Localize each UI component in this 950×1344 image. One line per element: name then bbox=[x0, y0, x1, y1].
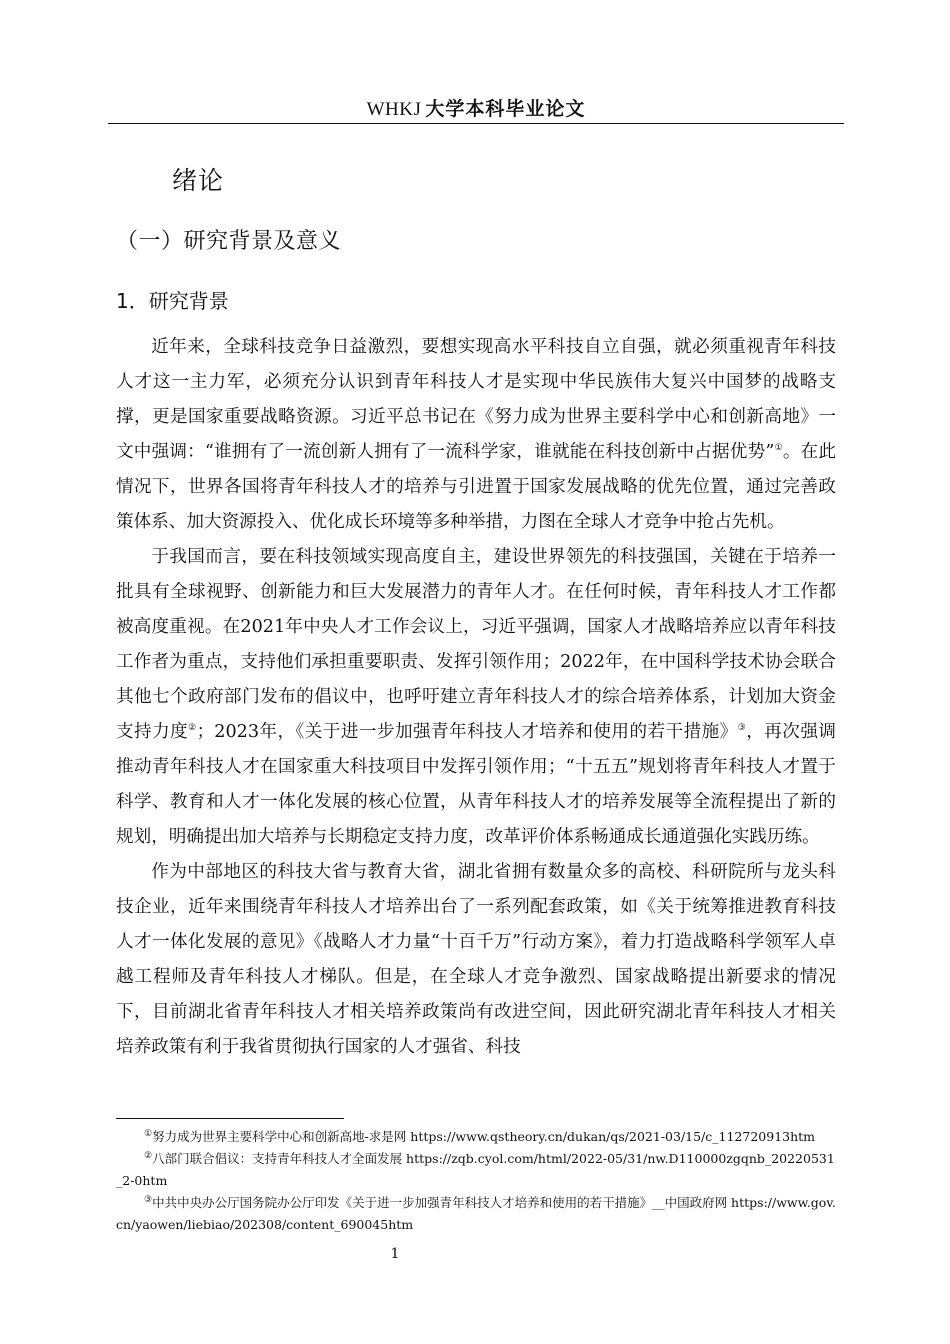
footnote-3-text: 中共中央办公厅国务院办公厅印发《关于进一步加强青年科技人才培养和使用的若干措施》__中国政府网 https://www.gov.cn/yaowen/liebiao/202308/content_690045htm bbox=[116, 1195, 836, 1232]
header-title: 大学本科毕业论文 bbox=[425, 98, 586, 120]
footnotes bbox=[116, 1126, 836, 1236]
footnote-ref-2: ② bbox=[188, 723, 197, 734]
body-text bbox=[116, 330, 836, 1065]
paragraph-2 bbox=[116, 540, 836, 855]
paragraph-3: 作为中部地区的科技大省与教育大省，湖北省拥有数量众多的高校、科研院所与龙头科技企业，近年来围绕青年科技人才培养出台了一系列配套政策，如《关于统筹推进教育科技人才一体化发展的意见》《战略人才力量“十百千万”行动方案》，着力打造战略科学领军人卓越工程师及青年科技人才梯队。但是，在全球人才竞争激烈、国家战略提出新要求的情况下，目前湖北省青年科技人才相关培养政策尚有改进空间，因此研究湖北青年科技人才相关培养政策有利于我省贯彻执行国家的人才强省、科技 bbox=[116, 862, 836, 1057]
paragraph-2-text-c: ，再次强调推动青年科技人才在国家重大科技项目中发挥引领作用；“十五五”规划将青年科技人才置于科学、教育和人才一体化发展的核心位置，从青年科技人才的培养发展等全流程提出了新的规划，明确提出加大培养与长期稳定支持力度，改革评价体系畅通成长通道强化实践历练。 bbox=[116, 722, 836, 847]
footnote-ref-1: ① bbox=[774, 443, 783, 454]
footnote-ref-3: ③ bbox=[737, 723, 747, 734]
footnote-1-mark: ① bbox=[144, 1128, 153, 1139]
page-header bbox=[108, 96, 844, 122]
paragraph-2-text-a: 于我国而言，要在科技领域实现高度自主，建设世界领先的科技强国，关键在于培养一批具有全球视野、创新能力和巨大发展潜力的青年人才。在任何时候，青年科技人才工作都被高度重视。在2021年中央人才工作会议上，习近平强调，国家人才战略培养应以青年科技工作者为重点，支持他们承担重要职责、发挥引领作用；2022年，在中国科学技术协会联合其他七个政府部门发布的倡议中，也呼吁建立青年科技人才的综合培养体系，计划加大资金支持力度 bbox=[116, 547, 836, 742]
paragraph-1-text-a: 近年来，全球科技竞争日益激烈，要想实现高水平科技自立自强，就必须重视青年科技人才这一主力军，必须充分认识到青年科技人才是实现中华民族伟大复兴中国梦的战略支撑，更是国家重要战略资源。习近平总书记在《努力成为世界主要科学中心和创新高地》一文中强调：“谁拥有了一流创新人拥有了一流科学家，谁就能在科技创新中占据优势” bbox=[116, 337, 836, 462]
footnote-3 bbox=[116, 1192, 836, 1236]
header-code: WHKJ bbox=[366, 99, 422, 120]
paragraph-1-text-b: 。在此情况下，世界各国将青年科技人才的培养与引进置于国家发展战略的优先位置，通过完善政策体系、加大资源投入、优化成长环境等多种举措，力图在全球人才竞争中抢占先机。 bbox=[116, 442, 836, 532]
footnote-rule bbox=[116, 1118, 344, 1119]
section-title: （一）研究背景及意义 bbox=[116, 229, 342, 254]
chapter-title: 绪论 bbox=[172, 166, 225, 195]
footnote-2-text: 八部门联合倡议：支持青年科技人才全面发展 https://zqb.cyol.com/html/2022-05/31/nw.D110000zgqnb_20220531_2-0htm bbox=[116, 1151, 835, 1188]
paragraph-1 bbox=[116, 330, 836, 540]
footnote-2 bbox=[116, 1148, 836, 1192]
page-number: 1 bbox=[390, 1246, 400, 1262]
footnote-1-text: 努力成为世界主要科学中心和创新高地-求是网 https://www.qstheory.cn/dukan/qs/2021-03/15/c_112720913htm bbox=[152, 1129, 816, 1144]
footnote-3-mark: ③ bbox=[144, 1194, 153, 1205]
header-rule bbox=[108, 123, 844, 124]
subsection-title: 1．研究背景 bbox=[116, 289, 229, 313]
paragraph-2-text-b: ；2023年，《关于进一步加强青年科技人才培养和使用的若干措施》 bbox=[196, 722, 738, 742]
footnote-2-mark: ② bbox=[144, 1150, 153, 1161]
footnote-1 bbox=[116, 1126, 836, 1148]
